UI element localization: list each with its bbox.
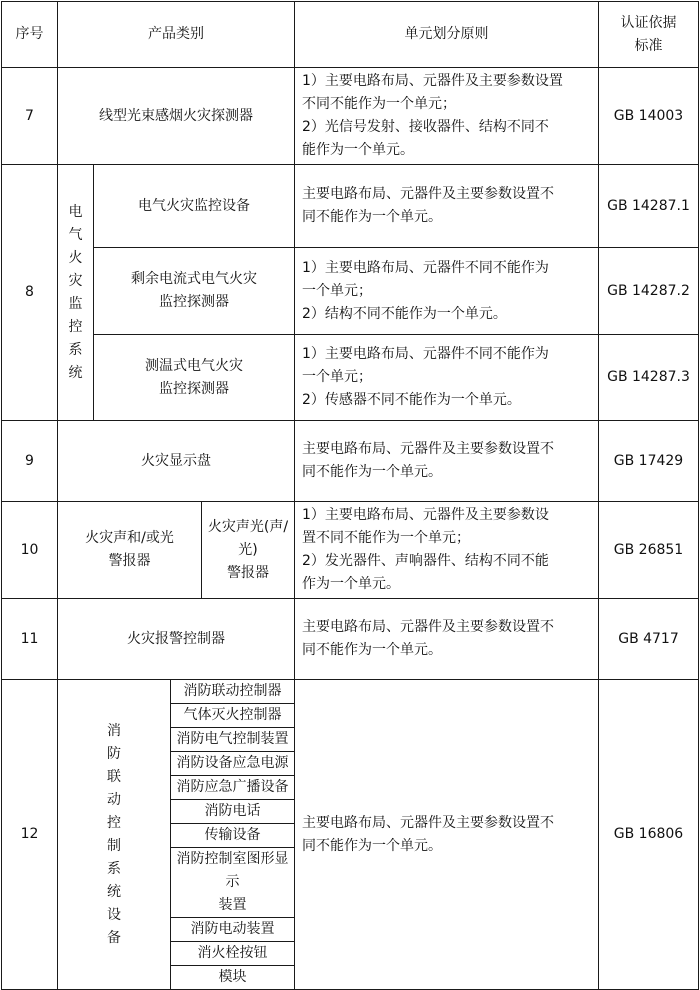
group-char: 系 xyxy=(107,860,121,877)
table-row xyxy=(2,68,699,165)
product-name: 消防电话 xyxy=(171,800,295,824)
table-row xyxy=(2,421,699,502)
unit-principle xyxy=(295,248,599,335)
product-name xyxy=(202,502,295,599)
principle-line: 主要电路布局、元器件及主要参数设置不 xyxy=(302,814,554,831)
table-row xyxy=(2,599,699,680)
group-char: 联 xyxy=(107,768,121,785)
product-name: 电气火灾监控设备 xyxy=(94,165,295,248)
table-row xyxy=(2,165,699,248)
unit-principle xyxy=(295,68,599,165)
product-name-line: 监控探测器 xyxy=(159,380,229,397)
product-name: 消火栓按钮 xyxy=(171,942,295,966)
group-char: 消 xyxy=(107,722,121,739)
header-standard-line: 认证依据 xyxy=(620,14,677,31)
unit-principle xyxy=(295,680,599,990)
group-char: 防 xyxy=(107,745,121,762)
product-name: 传输设备 xyxy=(171,824,295,848)
principle-line: 同不能作为一个单元。 xyxy=(302,209,442,225)
product-name-line: 警报器 xyxy=(108,553,151,569)
table-row xyxy=(2,335,699,421)
row-seq: 11 xyxy=(2,599,58,680)
product-name: 消防联动控制器 xyxy=(171,680,295,704)
principle-line: 1）主要电路布局、元器件及主要参数设置 xyxy=(302,73,563,89)
group-char: 控 xyxy=(107,814,121,831)
table-row xyxy=(2,248,699,335)
group-char: 统 xyxy=(107,883,121,900)
product-name-line: 监控探测器 xyxy=(159,294,229,310)
group-char: 控 xyxy=(68,318,83,335)
product-name: 火灾报警控制器 xyxy=(58,599,295,680)
product-name: 线型光束感烟火灾探测器 xyxy=(58,68,295,165)
standard-code: GB 17429 xyxy=(599,421,699,502)
group-char: 备 xyxy=(107,929,121,946)
principle-line: 置不同不能作为一个单元； xyxy=(302,530,470,546)
product-name xyxy=(58,502,202,599)
principle-line: 1）主要电路布局、元器件不同不能作为 xyxy=(302,346,549,362)
principle-line: 能作为一个单元。 xyxy=(302,142,414,158)
product-name xyxy=(94,248,295,335)
product-name-line: 装置 xyxy=(218,897,247,913)
product-name: 火灾显示盘 xyxy=(58,421,295,502)
header-standard xyxy=(599,2,699,68)
standard-code: GB 26851 xyxy=(599,502,699,599)
standard-code: GB 14287.3 xyxy=(599,335,699,421)
row-seq: 9 xyxy=(2,421,58,502)
header-seq: 序号 xyxy=(2,2,58,68)
group-char: 火 xyxy=(68,249,83,266)
group-char: 气 xyxy=(68,226,83,243)
group-char: 统 xyxy=(68,364,83,381)
row-seq: 10 xyxy=(2,502,58,599)
product-name-line: 警报器 xyxy=(227,564,269,581)
unit-principle xyxy=(295,335,599,421)
table-header-row xyxy=(2,2,699,68)
group-char: 灾 xyxy=(68,272,83,289)
principle-line: 2）发光器件、声响器件、结构不同不能 xyxy=(302,553,549,569)
unit-principle xyxy=(295,421,599,502)
group-label-electrical-fire-monitoring xyxy=(58,165,94,421)
row-seq: 12 xyxy=(2,680,58,990)
standard-code: GB 16806 xyxy=(599,680,699,990)
product-name: 消防电气控制装置 xyxy=(171,728,295,752)
unit-principle xyxy=(295,165,599,248)
group-label-fire-linkage-control xyxy=(58,680,171,990)
principle-line: 同不能作为一个单元。 xyxy=(302,642,442,658)
standard-code: GB 14287.1 xyxy=(599,165,699,248)
header-category: 产品类别 xyxy=(58,2,295,68)
principle-line: 不同不能作为一个单元； xyxy=(302,96,456,112)
product-name xyxy=(94,335,295,421)
principle-line: 2）光信号发射、接收器件、结构不同不 xyxy=(302,119,549,135)
principle-line: 2）结构不同不能作为一个单元。 xyxy=(302,305,507,322)
product-name: 消防设备应急电源 xyxy=(171,752,295,776)
product-name: 消防应急广播设备 xyxy=(171,776,295,800)
product-name-line: 剩余电流式电气火灾 xyxy=(131,271,257,287)
unit-principle xyxy=(295,599,599,680)
group-char: 系 xyxy=(68,341,83,358)
group-char: 制 xyxy=(107,837,121,854)
standard-code: GB 14003 xyxy=(599,68,699,165)
group-char: 电 xyxy=(68,203,83,220)
product-name-line: 火灾声光(声/光) xyxy=(207,518,289,558)
product-name-line: 消防控制室图形显示 xyxy=(176,851,289,890)
principle-line: 同不能作为一个单元。 xyxy=(302,464,442,480)
product-name-line: 火灾声和/或光 xyxy=(85,530,174,546)
product-name xyxy=(171,848,295,918)
principle-line: 一个单元； xyxy=(302,282,372,299)
product-name-line: 测温式电气火灾 xyxy=(145,357,243,374)
unit-principle xyxy=(295,502,599,599)
principle-line: 主要电路布局、元器件及主要参数设置不 xyxy=(302,441,554,457)
standard-code: GB 4717 xyxy=(599,599,699,680)
principle-line: 作为一个单元。 xyxy=(302,576,400,592)
group-char: 动 xyxy=(107,791,121,808)
principle-line: 2）传感器不同不能作为一个单元。 xyxy=(302,392,521,408)
principle-line: 主要电路布局、元器件及主要参数设置不 xyxy=(302,186,554,202)
product-name: 气体灭火控制器 xyxy=(171,704,295,728)
principle-line: 主要电路布局、元器件及主要参数设置不 xyxy=(302,619,554,635)
principle-line: 1）主要电路布局、元器件及主要参数设 xyxy=(302,507,549,523)
principle-line: 同不能作为一个单元。 xyxy=(302,837,442,854)
standard-code: GB 14287.2 xyxy=(599,248,699,335)
product-name: 模块 xyxy=(171,966,295,990)
row-seq: 8 xyxy=(2,165,58,421)
principle-line: 一个单元； xyxy=(302,369,372,385)
header-principle: 单元划分原则 xyxy=(295,2,599,68)
principle-line: 1）主要电路布局、元器件不同不能作为 xyxy=(302,259,549,276)
table-row xyxy=(2,502,699,599)
certification-unit-table xyxy=(1,1,699,990)
group-char: 监 xyxy=(68,295,83,312)
table-row xyxy=(2,680,699,704)
header-standard-line: 标准 xyxy=(634,37,663,54)
group-char: 设 xyxy=(107,906,121,923)
row-seq: 7 xyxy=(2,68,58,165)
product-name: 消防电动装置 xyxy=(171,918,295,942)
